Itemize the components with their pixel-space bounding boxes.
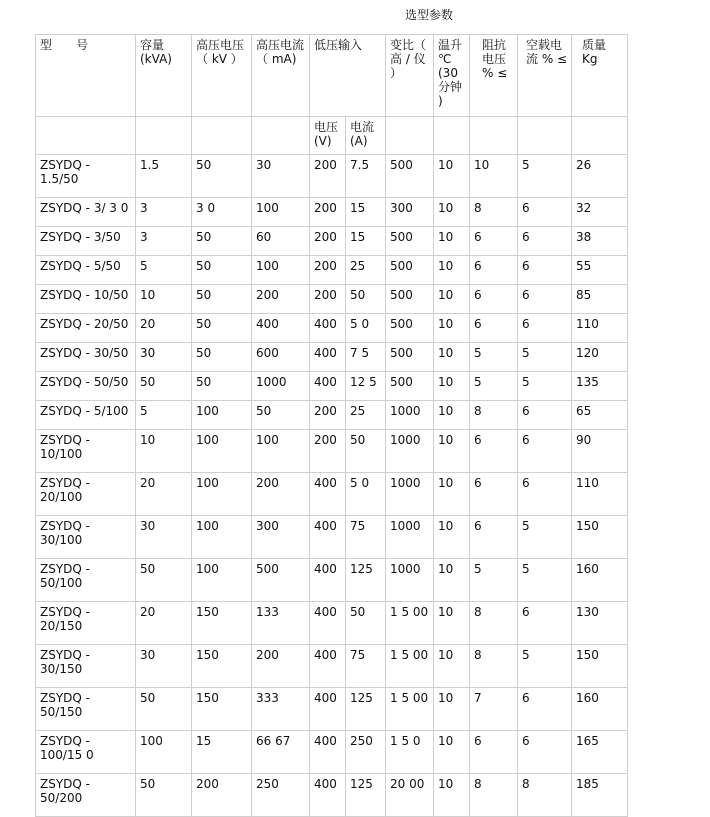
cell-no-load-current: 5 (518, 343, 572, 372)
subheader-empty (386, 117, 434, 155)
header-model: 型 号 (36, 35, 136, 117)
cell-capacity: 1.5 (136, 155, 192, 198)
cell-hv-current: 200 (252, 645, 310, 688)
cell-no-load-current: 6 (518, 602, 572, 645)
cell-ratio: 1000 (386, 430, 434, 473)
cell-lv-voltage: 400 (310, 559, 346, 602)
cell-model: ZSYDQ - 100/15 0 (36, 731, 136, 774)
cell-no-load-current: 5 (518, 559, 572, 602)
cell-model: ZSYDQ - 5/100 (36, 401, 136, 430)
cell-temp-rise: 10 (434, 372, 470, 401)
cell-temp-rise: 10 (434, 516, 470, 559)
cell-ratio: 1000 (386, 559, 434, 602)
cell-lv-voltage: 400 (310, 343, 346, 372)
cell-model: ZSYDQ - 50/200 (36, 774, 136, 817)
cell-hv-voltage: 100 (192, 516, 252, 559)
cell-hv-current: 30 (252, 155, 310, 198)
cell-capacity: 20 (136, 602, 192, 645)
cell-no-load-current: 8 (518, 774, 572, 817)
cell-hv-current: 600 (252, 343, 310, 372)
table-row (36, 314, 628, 343)
cell-ratio: 1000 (386, 516, 434, 559)
table-row (36, 155, 628, 198)
cell-lv-voltage: 400 (310, 602, 346, 645)
cell-lv-current: 5 0 (346, 314, 386, 343)
header-hv-current: 高压电流 （ mA) (252, 35, 310, 117)
cell-mass: 55 (572, 256, 628, 285)
cell-temp-rise: 10 (434, 285, 470, 314)
cell-lv-current: 125 (346, 559, 386, 602)
cell-mass: 160 (572, 559, 628, 602)
cell-lv-current: 125 (346, 688, 386, 731)
subheader-lv-current: 电流 (A) (346, 117, 386, 155)
header-capacity: 容量 (kVA) (136, 35, 192, 117)
cell-lv-current: 75 (346, 516, 386, 559)
cell-mass: 38 (572, 227, 628, 256)
cell-hv-voltage: 3 0 (192, 198, 252, 227)
table-row (36, 559, 628, 602)
table-row (36, 688, 628, 731)
cell-temp-rise: 10 (434, 430, 470, 473)
spec-table (35, 34, 628, 817)
cell-temp-rise: 10 (434, 401, 470, 430)
cell-mass: 26 (572, 155, 628, 198)
cell-no-load-current: 6 (518, 227, 572, 256)
cell-capacity: 10 (136, 285, 192, 314)
cell-hv-current: 1000 (252, 372, 310, 401)
header-lv-input: 低压输入 (310, 35, 386, 117)
cell-capacity: 3 (136, 198, 192, 227)
cell-capacity: 50 (136, 559, 192, 602)
cell-no-load-current: 5 (518, 155, 572, 198)
cell-capacity: 20 (136, 314, 192, 343)
header-temp-rise: 温升 ℃ (30 分钟 ) (434, 35, 470, 117)
cell-impedance: 6 (470, 516, 518, 559)
cell-hv-current: 100 (252, 256, 310, 285)
cell-no-load-current: 5 (518, 645, 572, 688)
table-caption: 选型参数 (405, 8, 454, 22)
cell-model: ZSYDQ - 30/100 (36, 516, 136, 559)
cell-ratio: 1 5 00 (386, 688, 434, 731)
cell-ratio: 500 (386, 256, 434, 285)
cell-model: ZSYDQ - 5/50 (36, 256, 136, 285)
cell-mass: 90 (572, 430, 628, 473)
cell-temp-rise: 10 (434, 774, 470, 817)
cell-temp-rise: 10 (434, 602, 470, 645)
cell-temp-rise: 10 (434, 343, 470, 372)
table-row (36, 516, 628, 559)
cell-impedance: 8 (470, 774, 518, 817)
cell-mass: 130 (572, 602, 628, 645)
cell-hv-voltage: 200 (192, 774, 252, 817)
subheader-lv-voltage: 电压 (V) (310, 117, 346, 155)
cell-temp-rise: 10 (434, 645, 470, 688)
table-row (36, 227, 628, 256)
table-row (36, 401, 628, 430)
cell-capacity: 50 (136, 372, 192, 401)
cell-lv-voltage: 400 (310, 688, 346, 731)
cell-model: ZSYDQ - 10/100 (36, 430, 136, 473)
cell-ratio: 1 5 00 (386, 645, 434, 688)
cell-hv-voltage: 100 (192, 401, 252, 430)
cell-hv-voltage: 50 (192, 256, 252, 285)
cell-ratio: 500 (386, 343, 434, 372)
table-row (36, 731, 628, 774)
cell-capacity: 5 (136, 401, 192, 430)
cell-hv-voltage: 50 (192, 227, 252, 256)
cell-hv-current: 100 (252, 430, 310, 473)
cell-model: ZSYDQ - 10/50 (36, 285, 136, 314)
cell-impedance: 8 (470, 602, 518, 645)
cell-no-load-current: 6 (518, 731, 572, 774)
cell-model: ZSYDQ - 20/50 (36, 314, 136, 343)
cell-lv-voltage: 200 (310, 256, 346, 285)
cell-impedance: 8 (470, 401, 518, 430)
table-row (36, 774, 628, 817)
table-row (36, 430, 628, 473)
subheader-empty (136, 117, 192, 155)
subheader-empty (470, 117, 518, 155)
cell-lv-current: 25 (346, 401, 386, 430)
cell-hv-voltage: 150 (192, 645, 252, 688)
cell-lv-voltage: 200 (310, 155, 346, 198)
cell-hv-voltage: 15 (192, 731, 252, 774)
cell-capacity: 50 (136, 774, 192, 817)
cell-capacity: 5 (136, 256, 192, 285)
subheader-empty (518, 117, 572, 155)
cell-hv-voltage: 50 (192, 285, 252, 314)
cell-lv-voltage: 200 (310, 227, 346, 256)
table-row (36, 372, 628, 401)
cell-ratio: 500 (386, 155, 434, 198)
cell-lv-current: 5 0 (346, 473, 386, 516)
header-hv-voltage: 高压电压 （ kV ） (192, 35, 252, 117)
cell-ratio: 1 5 00 (386, 602, 434, 645)
cell-mass: 85 (572, 285, 628, 314)
cell-capacity: 20 (136, 473, 192, 516)
cell-ratio: 500 (386, 227, 434, 256)
cell-ratio: 1000 (386, 401, 434, 430)
table-row (36, 645, 628, 688)
cell-mass: 65 (572, 401, 628, 430)
cell-lv-voltage: 200 (310, 285, 346, 314)
cell-mass: 120 (572, 343, 628, 372)
cell-model: ZSYDQ - 20/150 (36, 602, 136, 645)
cell-model: ZSYDQ - 50/100 (36, 559, 136, 602)
cell-impedance: 5 (470, 343, 518, 372)
cell-lv-current: 50 (346, 285, 386, 314)
subheader-empty (192, 117, 252, 155)
cell-temp-rise: 10 (434, 314, 470, 343)
cell-temp-rise: 10 (434, 559, 470, 602)
cell-hv-current: 50 (252, 401, 310, 430)
cell-temp-rise: 10 (434, 198, 470, 227)
cell-impedance: 10 (470, 155, 518, 198)
cell-lv-voltage: 400 (310, 774, 346, 817)
cell-lv-current: 25 (346, 256, 386, 285)
cell-hv-current: 300 (252, 516, 310, 559)
cell-hv-current: 500 (252, 559, 310, 602)
cell-lv-current: 75 (346, 645, 386, 688)
cell-mass: 160 (572, 688, 628, 731)
table-row (36, 198, 628, 227)
header-impedance: 阻抗 电压 % ≤ (470, 35, 518, 117)
cell-lv-current: 50 (346, 430, 386, 473)
cell-capacity: 100 (136, 731, 192, 774)
table-row (36, 343, 628, 372)
cell-lv-current: 7 5 (346, 343, 386, 372)
table-row (36, 473, 628, 516)
cell-impedance: 6 (470, 314, 518, 343)
cell-model: ZSYDQ - 3/ 3 0 (36, 198, 136, 227)
cell-hv-current: 66 67 (252, 731, 310, 774)
cell-hv-voltage: 150 (192, 688, 252, 731)
cell-lv-voltage: 400 (310, 372, 346, 401)
cell-hv-current: 250 (252, 774, 310, 817)
cell-impedance: 6 (470, 285, 518, 314)
cell-hv-current: 400 (252, 314, 310, 343)
cell-impedance: 8 (470, 198, 518, 227)
cell-hv-voltage: 100 (192, 430, 252, 473)
cell-ratio: 500 (386, 372, 434, 401)
cell-hv-current: 133 (252, 602, 310, 645)
cell-no-load-current: 6 (518, 401, 572, 430)
cell-mass: 150 (572, 516, 628, 559)
cell-hv-current: 200 (252, 473, 310, 516)
cell-mass: 110 (572, 473, 628, 516)
table-row (36, 285, 628, 314)
cell-mass: 165 (572, 731, 628, 774)
cell-impedance: 6 (470, 731, 518, 774)
cell-mass: 150 (572, 645, 628, 688)
cell-impedance: 5 (470, 372, 518, 401)
cell-temp-rise: 10 (434, 227, 470, 256)
subheader-empty (252, 117, 310, 155)
cell-temp-rise: 10 (434, 155, 470, 198)
cell-model: ZSYDQ - 1.5/50 (36, 155, 136, 198)
subheader-row (36, 117, 628, 155)
cell-hv-voltage: 50 (192, 314, 252, 343)
cell-no-load-current: 6 (518, 430, 572, 473)
cell-no-load-current: 6 (518, 314, 572, 343)
cell-no-load-current: 5 (518, 372, 572, 401)
cell-capacity: 30 (136, 516, 192, 559)
cell-lv-current: 50 (346, 602, 386, 645)
cell-model: ZSYDQ - 50/150 (36, 688, 136, 731)
cell-model: ZSYDQ - 20/100 (36, 473, 136, 516)
cell-mass: 185 (572, 774, 628, 817)
subheader-empty (572, 117, 628, 155)
cell-ratio: 500 (386, 285, 434, 314)
cell-hv-voltage: 100 (192, 559, 252, 602)
cell-capacity: 3 (136, 227, 192, 256)
cell-lv-voltage: 400 (310, 314, 346, 343)
cell-hv-current: 200 (252, 285, 310, 314)
cell-lv-current: 125 (346, 774, 386, 817)
header-ratio: 变比（ 高 / 仪 ） (386, 35, 434, 117)
cell-impedance: 5 (470, 559, 518, 602)
cell-lv-voltage: 400 (310, 516, 346, 559)
header-mass: 质量 Kg (572, 35, 628, 117)
cell-mass: 110 (572, 314, 628, 343)
subheader-empty (36, 117, 136, 155)
cell-lv-current: 15 (346, 198, 386, 227)
table-row (36, 256, 628, 285)
cell-no-load-current: 5 (518, 516, 572, 559)
cell-temp-rise: 10 (434, 473, 470, 516)
cell-impedance: 6 (470, 256, 518, 285)
cell-capacity: 50 (136, 688, 192, 731)
cell-lv-current: 12 5 (346, 372, 386, 401)
cell-temp-rise: 10 (434, 256, 470, 285)
cell-ratio: 20 00 (386, 774, 434, 817)
header-no-load-current: 空载电 流 % ≤ (518, 35, 572, 117)
cell-impedance: 6 (470, 227, 518, 256)
cell-model: ZSYDQ - 50/50 (36, 372, 136, 401)
cell-capacity: 30 (136, 343, 192, 372)
cell-capacity: 10 (136, 430, 192, 473)
cell-ratio: 500 (386, 314, 434, 343)
cell-lv-current: 250 (346, 731, 386, 774)
cell-temp-rise: 10 (434, 731, 470, 774)
cell-ratio: 1000 (386, 473, 434, 516)
cell-no-load-current: 6 (518, 285, 572, 314)
table-row (36, 602, 628, 645)
cell-lv-voltage: 200 (310, 401, 346, 430)
cell-model: ZSYDQ - 30/50 (36, 343, 136, 372)
cell-ratio: 300 (386, 198, 434, 227)
cell-temp-rise: 10 (434, 688, 470, 731)
cell-impedance: 6 (470, 473, 518, 516)
cell-lv-voltage: 400 (310, 473, 346, 516)
cell-no-load-current: 6 (518, 688, 572, 731)
cell-hv-voltage: 100 (192, 473, 252, 516)
cell-impedance: 7 (470, 688, 518, 731)
cell-mass: 32 (572, 198, 628, 227)
cell-no-load-current: 6 (518, 473, 572, 516)
cell-hv-current: 100 (252, 198, 310, 227)
cell-lv-voltage: 200 (310, 430, 346, 473)
cell-mass: 135 (572, 372, 628, 401)
cell-hv-voltage: 50 (192, 155, 252, 198)
cell-lv-voltage: 400 (310, 731, 346, 774)
cell-no-load-current: 6 (518, 198, 572, 227)
cell-model: ZSYDQ - 3/50 (36, 227, 136, 256)
cell-lv-voltage: 200 (310, 198, 346, 227)
cell-hv-current: 60 (252, 227, 310, 256)
cell-lv-current: 7.5 (346, 155, 386, 198)
cell-hv-voltage: 150 (192, 602, 252, 645)
cell-lv-voltage: 400 (310, 645, 346, 688)
spec-table-body (36, 35, 628, 817)
cell-hv-voltage: 50 (192, 372, 252, 401)
cell-impedance: 6 (470, 430, 518, 473)
cell-lv-current: 15 (346, 227, 386, 256)
header-row (36, 35, 628, 117)
cell-no-load-current: 6 (518, 256, 572, 285)
subheader-empty (434, 117, 470, 155)
cell-model: ZSYDQ - 30/150 (36, 645, 136, 688)
cell-hv-current: 333 (252, 688, 310, 731)
cell-ratio: 1 5 0 (386, 731, 434, 774)
cell-hv-voltage: 50 (192, 343, 252, 372)
cell-impedance: 8 (470, 645, 518, 688)
cell-capacity: 30 (136, 645, 192, 688)
